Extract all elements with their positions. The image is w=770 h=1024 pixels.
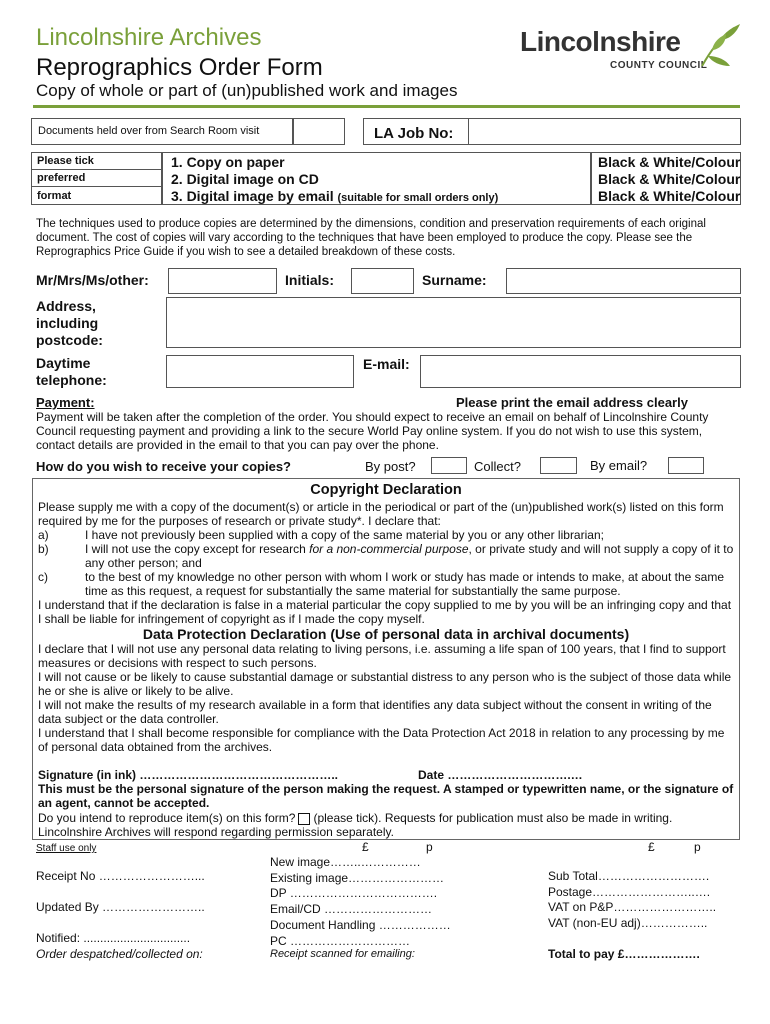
- la-job-box: [363, 118, 468, 145]
- format-label-cell: [31, 186, 162, 205]
- leaf-icon: [696, 22, 742, 72]
- data-protection-text: I declare that I will not use any personal data relating to living persons, i.e. assuming a life span of 100 years, that I find to support measures or decisions with respect to such persons. I will not cause or be likely to cause substantial damage or substantial distress to any person who is the subject of those data while he or she is alive or likely to be alive. I will not make the results of my research available in a form that identifies any data subject without the consent in writing of the data subject or the data controller. I understand that I shall become responsible for compliance with the Data Protection Act 2018 in relation to any processing by me of personal data obtained from the archives.: [38, 642, 732, 754]
- la-job-label: LA Job No:: [374, 125, 454, 142]
- search-room-tick[interactable]: [293, 118, 345, 145]
- reproduce-question: Do you intend to reproduce item(s) on this form? (please tick). Requests for publication must also be made in writing.: [38, 811, 673, 825]
- title-input[interactable]: [168, 268, 277, 294]
- email-label: E-mail:: [363, 356, 410, 372]
- format-label-cell: [31, 152, 162, 170]
- by-post-checkbox[interactable]: [431, 457, 467, 474]
- copyright-item-c: c) to the best of my knowledge no other person with whom I work or study has made or intends to make, at about the same time as this request, a request for substantially the same material for substantially the same purpose.: [38, 570, 725, 598]
- council-logo: [520, 22, 742, 78]
- address-input[interactable]: [166, 297, 741, 348]
- data-protection-heading: Data Protection Declaration (Use of personal data in archival documents): [142, 626, 630, 642]
- receive-question: How do you wish to receive your copies?: [36, 459, 291, 474]
- copyright-intro: Please supply me with a copy of the document(s) or article in the periodical or part of the (un)published work(s) listed on this form required by me for the purposes of research or private study*. I declare that:: [38, 500, 724, 528]
- by-email-label: By email?: [590, 458, 648, 473]
- collect-checkbox[interactable]: [540, 457, 577, 474]
- copyright-item-a: a) I have not previously been supplied with a copy of the same material by you or any other librarian;: [38, 528, 604, 542]
- email-input[interactable]: [420, 355, 741, 388]
- receipt-scanned: Receipt scanned for emailing:: [270, 948, 415, 960]
- format-option-email-note: (suitable for small orders only): [337, 192, 499, 204]
- order-despatched: Order despatched/collected on:: [36, 947, 203, 961]
- surname-input[interactable]: [506, 268, 741, 294]
- logo-subtext: COUNTY COUNCIL: [610, 60, 708, 71]
- permission-note: Lincolnshire Archives will respond regarding permission separately.: [38, 825, 394, 839]
- right-pound-symbol: £: [648, 840, 655, 854]
- collect-label: Collect?: [474, 459, 521, 474]
- format-option-email[interactable]: 3. Digital image by email (suitable for small orders only): [171, 188, 499, 204]
- email-clearly-note: Please print the email address clearly: [456, 395, 688, 410]
- colour-options-cell: [591, 152, 741, 205]
- mid-pound-symbol: £: [362, 840, 369, 854]
- copyright-item-b: b) I will not use the copy except for research for a non-commercial purpose, or private study and will not supply a copy of it to any other person; and: [38, 542, 734, 570]
- staff-use-label: Staff use only: [36, 843, 97, 854]
- logo-wordmark: Lincolnshire: [520, 26, 681, 57]
- staff-totals: Sub Total………………………. Postage……………………..…. VAT on P&P…………………….. VAT (non-EU adj)……………..: [548, 869, 717, 931]
- reproduce-checkbox[interactable]: [298, 813, 310, 825]
- format-label-1: Please tick: [37, 155, 94, 167]
- receipt-no: Receipt No ……………………...: [36, 869, 205, 883]
- notified: Notified: ................................: [36, 931, 191, 945]
- telephone-label: Daytime telephone:: [36, 355, 107, 388]
- by-post-label: By post?: [365, 459, 416, 474]
- declarations-box: [32, 478, 740, 840]
- name-label: Mr/Mrs/Ms/other:: [36, 272, 149, 288]
- copyright-heading: Copyright Declaration: [310, 482, 462, 498]
- la-job-input[interactable]: [468, 118, 741, 145]
- signature-line[interactable]: Signature (in ink) …………………………………………..: [38, 768, 339, 782]
- telephone-input[interactable]: [166, 355, 354, 388]
- by-email-checkbox[interactable]: [668, 457, 704, 474]
- updated-by: Updated By ……………………..: [36, 900, 205, 914]
- date-line[interactable]: Date ………………………….…: [418, 768, 583, 782]
- initials-label: Initials:: [285, 272, 335, 288]
- format-options-cell: [162, 152, 591, 205]
- payment-text: Payment will be taken after the completion of the order. You should expect to receive an email on behalf of Lincolnshire County Council requesting payment and providing a link to the secure World Pay online system. If you do not wish to use this system, contact details are provided in the email to that you can pay over the phone.: [36, 410, 709, 452]
- search-room-label: Documents held over from Search Room visit: [38, 125, 260, 137]
- right-pence-symbol: p: [694, 840, 701, 854]
- initials-input[interactable]: [351, 268, 414, 294]
- search-room-box: [31, 118, 293, 145]
- intro-text: The techniques used to produce copies are determined by the dimensions, condition and preservation requirements of each original document. The cost of copies will vary according to the techniques that have been employed to produce the copy. Please see the Reprographics Price Guide if you wish to see a detailed breakdown of these costs.: [36, 218, 706, 258]
- format-label-cell: [31, 169, 162, 187]
- format-table: [31, 152, 741, 205]
- colour-option-paper[interactable]: Black & White/Colour: [598, 154, 741, 170]
- colour-option-email[interactable]: Black & White/Colour: [598, 188, 741, 204]
- format-option-paper[interactable]: 1. Copy on paper: [171, 154, 285, 170]
- payment-label: Payment:: [36, 395, 95, 410]
- form-tagline: Copy of whole or part of (un)published work and images: [36, 81, 458, 100]
- total-to-pay: Total to pay £……………….: [548, 947, 700, 961]
- mid-pence-symbol: p: [426, 840, 433, 854]
- format-option-cd[interactable]: 2. Digital image on CD: [171, 171, 319, 187]
- copyright-closing: I understand that if the declaration is false in a material particular the copy supplied to me by you will be an infringing copy and that I shall be liable for infringement of copyright as if I made the copy myself.: [38, 598, 732, 626]
- form-title: Reprographics Order Form: [36, 54, 323, 81]
- staff-cost-items: New image……..…………… Existing image…………………… DP ………………………………. Email/CD ……………………… Document Handling ……………… PC …………………………: [270, 855, 451, 948]
- header-rule: [33, 105, 740, 108]
- format-label-2: preferred: [37, 172, 86, 184]
- archive-title: Lincolnshire Archives: [36, 24, 262, 51]
- address-label: Address, including postcode:: [36, 298, 103, 348]
- colour-option-cd[interactable]: Black & White/Colour: [598, 171, 741, 187]
- surname-label: Surname:: [422, 272, 487, 288]
- signature-warning: This must be the personal signature of the person making the request. A stamped or typewritten name, or the signature of an agent, cannot be accepted.: [38, 782, 734, 810]
- format-label-3: format: [37, 190, 72, 202]
